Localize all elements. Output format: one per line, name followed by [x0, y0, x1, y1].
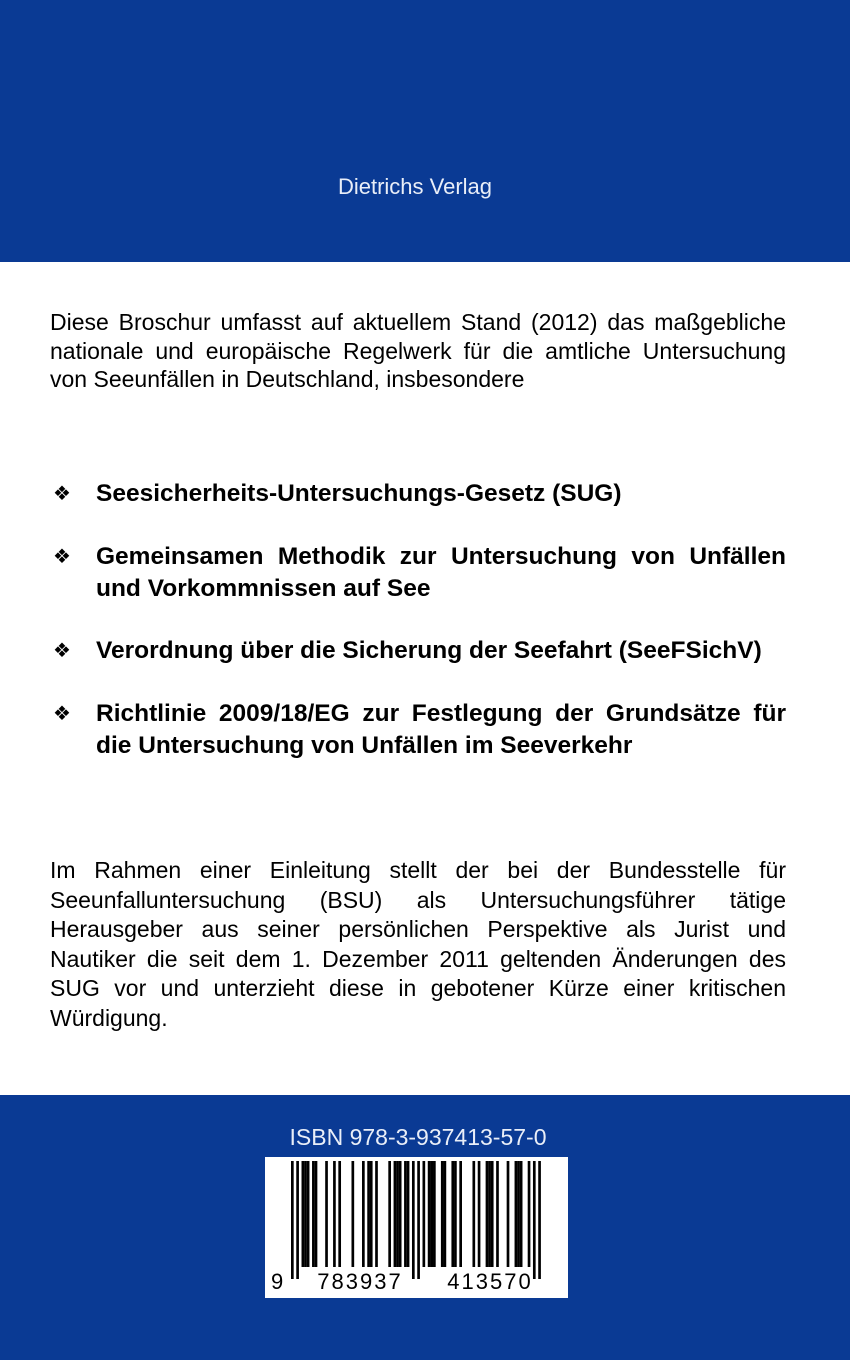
barcode-bar — [394, 1161, 397, 1267]
top-color-band — [0, 0, 850, 262]
barcode-bar — [423, 1161, 426, 1267]
barcode-bar — [388, 1161, 391, 1267]
list-item — [50, 635, 786, 667]
barcode-bar — [433, 1161, 436, 1267]
barcode-bar — [367, 1161, 370, 1267]
barcode-bar — [302, 1161, 305, 1267]
isbn-label: ISBN 978-3-937413-57-0 — [289, 1124, 547, 1150]
barcode-bar — [486, 1161, 489, 1267]
barcode-digits — [269, 1269, 564, 1295]
barcode-bar — [399, 1161, 402, 1267]
list-item — [50, 541, 786, 604]
barcode-bar — [454, 1161, 457, 1267]
barcode-bar — [488, 1161, 491, 1267]
barcode-bar — [444, 1161, 447, 1267]
barcode-bar — [533, 1161, 536, 1279]
barcode-bar — [370, 1161, 373, 1267]
barcode-bar — [496, 1161, 499, 1267]
barcode-bars — [271, 1161, 562, 1279]
barcode-bar — [351, 1161, 354, 1267]
barcode-bar — [478, 1161, 481, 1267]
list-item-text: Richtlinie 2009/18/EG zur Festlegung der Grundsätze für die Untersuchung von Unfällen im Seeverkehr — [96, 700, 786, 759]
barcode-right-digits: 413570 — [447, 1269, 533, 1294]
list-item-text: Seesicherheits-Untersuchungs-Gesetz (SUG) — [96, 480, 622, 507]
barcode-bar — [325, 1161, 328, 1267]
list-item-text: Gemeinsamen Methodik zur Untersuchung von Unfällen und Vorkommnissen auf See — [96, 543, 786, 602]
diamond-bullet-icon: ❖ — [53, 640, 71, 662]
barcode-bar — [528, 1161, 531, 1267]
barcode-bar — [472, 1161, 475, 1267]
barcode-bar — [338, 1161, 341, 1267]
barcode-bar — [515, 1161, 518, 1267]
barcode-bar — [307, 1161, 310, 1267]
barcode-bar — [333, 1161, 336, 1267]
barcode-bar — [404, 1161, 407, 1267]
publisher-name: Dietrichs Verlag — [337, 174, 493, 199]
barcode-bar — [459, 1161, 462, 1267]
barcode-bar — [517, 1161, 520, 1267]
barcode-bar — [451, 1161, 454, 1267]
intro-paragraph: Diese Broschur umfasst auf aktuellem Stand (2012) das maßgebliche nationale und europäische Regelwerk für die amtliche Untersuchung von Seeunfällen in Deutschland, insbesondere — [50, 309, 786, 392]
barcode-bar — [407, 1161, 410, 1267]
diamond-bullet-icon: ❖ — [53, 703, 71, 725]
barcode-bar — [396, 1161, 399, 1267]
barcode-bar — [375, 1161, 378, 1267]
barcode-bar — [538, 1161, 541, 1279]
list-item-text: Verordnung über die Sicherung der Seefahrt (SeeFSichV) — [96, 637, 762, 664]
list-item — [50, 478, 786, 510]
regulation-list — [50, 478, 786, 792]
barcode-lead-digit: 9 — [271, 1269, 284, 1294]
barcode-left-digits: 783937 — [317, 1269, 403, 1294]
barcode-bar — [312, 1161, 315, 1267]
barcode-bar — [412, 1161, 415, 1279]
barcode-bar — [507, 1161, 510, 1267]
summary-paragraph: Im Rahmen einer Einleitung stellt der bei der Bundesstelle für Seeunfalluntersuchung (BSU) als Untersuchungsführer tätige Herausgeber aus seiner persönlichen Perspektive als Jurist und Nautiker die seit dem 1. Dezember 2011 geltenden Änderungen des SUG vor und unterzieht diese in gebotener Kürze einer kritischen Würdigung. — [50, 857, 786, 1031]
diamond-bullet-icon: ❖ — [53, 483, 71, 505]
list-item — [50, 698, 786, 761]
barcode-bar — [362, 1161, 365, 1267]
barcode-bar — [430, 1161, 433, 1267]
barcode-bar — [428, 1161, 431, 1267]
barcode-bar — [520, 1161, 523, 1267]
barcode-bar — [491, 1161, 494, 1267]
barcode-bar — [441, 1161, 444, 1267]
barcode — [265, 1157, 568, 1298]
diamond-bullet-icon: ❖ — [53, 546, 71, 568]
barcode-bar — [291, 1161, 294, 1279]
barcode-bar — [296, 1161, 299, 1279]
barcode-bar — [315, 1161, 318, 1267]
barcode-bar — [417, 1161, 420, 1279]
barcode-bar — [304, 1161, 307, 1267]
